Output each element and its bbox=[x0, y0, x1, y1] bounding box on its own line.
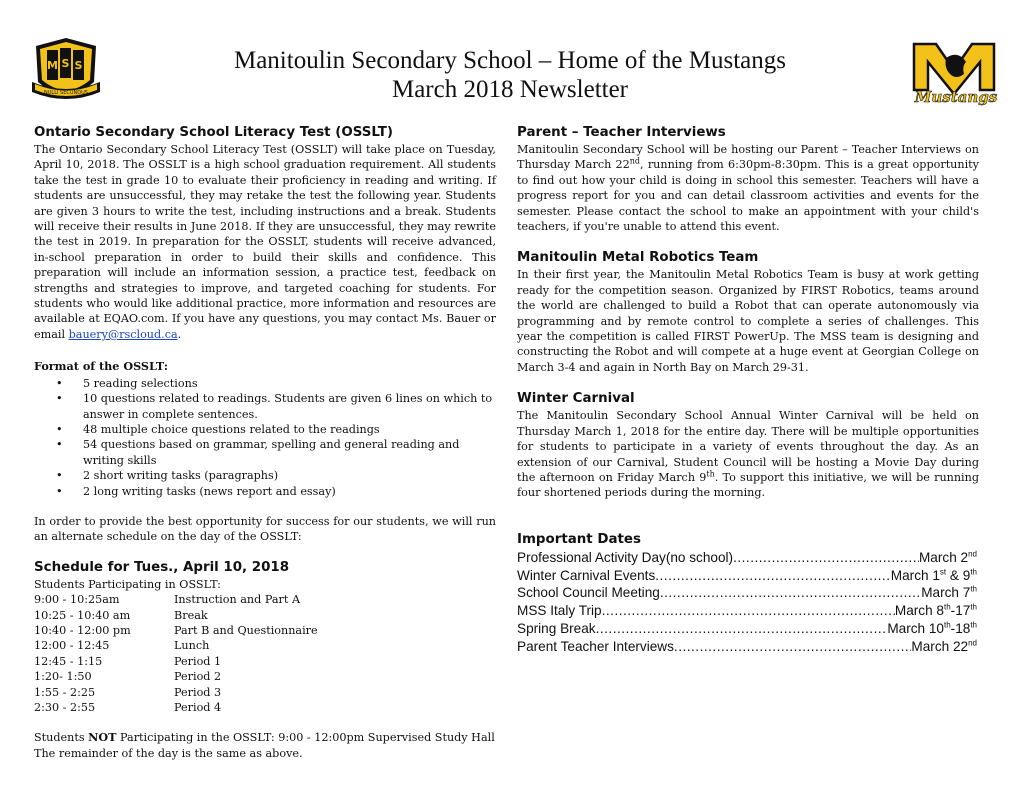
interviews-heading: Parent – Teacher Interviews bbox=[517, 125, 726, 140]
date-row bbox=[517, 638, 977, 656]
alternate-schedule-text: In order to provide the best opportunity for success for our students, we will run an alternate schedule on the day of the OSSLT: bbox=[34, 514, 496, 544]
date-label: Spring Break bbox=[517, 620, 596, 636]
osslt-heading: Ontario Secondary School Literacy Test (OSSLT) bbox=[34, 125, 393, 140]
schedule-activity: Period 1 bbox=[174, 654, 222, 668]
format-item: • 48 multiple choice questions related to the readings bbox=[70, 422, 496, 437]
date-value: March 22nd bbox=[911, 638, 977, 654]
svg-text:Mustangs: Mustangs bbox=[914, 88, 998, 106]
school-crest-logo bbox=[30, 36, 102, 106]
schedule-activity: Period 4 bbox=[174, 701, 222, 714]
schedule-heading: Schedule for Tues., April 10, 2018 bbox=[34, 559, 290, 575]
format-item: • 10 questions related to readings. Students are given 6 lines on which to answer in complete sentences. bbox=[70, 391, 496, 422]
date-row bbox=[517, 567, 977, 585]
date-row bbox=[517, 602, 977, 620]
svg-text:M: M bbox=[47, 59, 58, 72]
schedule-table bbox=[34, 592, 496, 715]
carnival-sup: th bbox=[706, 469, 715, 479]
note-prefix: Students bbox=[34, 731, 89, 745]
osslt-text: The Ontario Secondary School Literacy Test (OSSLT) will take place on Tuesday, April 10, 2018. The OSSLT is a high school graduation requirement. All students take the test in grade 10 to evaluate their proficiency in reading and writing. If students are unsuccessful, they may retake the test the following year. Students are given 3 hours to write the test, including instructions and a break. Students will receive their results in June 2018. If they are unsuccessful, they may rewrite the test in 2019. In preparation for the OSSLT, students will receive advanced, in-school preparation in order to build their skills and confidence. This preparation will include an information session, a practice test, feedback on strengths and strategies to improve, and targeted coaching for students. For students who would like additional practice, more information and resources are available at EQAO.com. If you have any questions, you may contact Ms. Bauer or email bbox=[34, 143, 496, 341]
date-row bbox=[517, 584, 977, 602]
schedule-activity: Part B and Questionnaire bbox=[174, 623, 318, 637]
schedule-time: 1:20- 1:50 bbox=[34, 670, 92, 684]
date-value: March 10th-18th bbox=[887, 620, 977, 636]
remainder-note: The remainder of the day is the same as above. bbox=[34, 746, 303, 760]
important-dates-list bbox=[517, 549, 979, 656]
osslt-paragraph bbox=[34, 142, 496, 342]
interviews-sup: nd bbox=[629, 156, 641, 166]
svg-text:S: S bbox=[74, 59, 83, 72]
schedule-time: 2:30 - 2:55 bbox=[34, 701, 96, 714]
right-column bbox=[517, 124, 979, 656]
schedule-activity: Break bbox=[174, 608, 208, 622]
format-item: • 2 long writing tasks (news report and essay) bbox=[70, 484, 496, 499]
format-item: • 2 short writing tasks (paragraphs) bbox=[70, 468, 496, 483]
schedule-activity: Period 2 bbox=[174, 670, 222, 684]
schedule-activity: Lunch bbox=[174, 639, 210, 653]
robotics-paragraph: In their first year, the Manitoulin Metal Robotics Team is busy at work getting ready for the competition season. Organized by FIRST Robotics, teams around the world are challenged to build a Robot that can operate autonomously via programming and by remote control to complete a series of challenges. This year the competition is called FIRST PowerUp. The MSS team is designing and constructing the Robot and will compete at a huge event at Georgian College on March 3-4 and again in North Bay on March 29-31. bbox=[517, 268, 979, 374]
carnival-heading: Winter Carnival bbox=[517, 391, 635, 407]
date-value: March 2nd bbox=[918, 549, 977, 565]
important-dates-heading: Important Dates bbox=[517, 531, 641, 547]
date-value: March 7th bbox=[921, 584, 977, 601]
format-list bbox=[34, 376, 496, 499]
schedule-time: 12:00 - 12:45 bbox=[34, 639, 110, 653]
interviews-text: Manitoulin Secondary School will be hosting our Parent – Teacher Interviews on Thursday March 22 bbox=[517, 143, 979, 172]
note-suffix: Participating in the OSSLT: 9:00 - 12:00pm Supervised Study Hall bbox=[116, 731, 495, 745]
svg-text:NULLI SECUNDUS: NULLI SECUNDUS bbox=[44, 90, 88, 96]
schedule-time: 1:55 - 2:25 bbox=[34, 685, 96, 699]
carnival-paragraph bbox=[517, 408, 979, 500]
format-item: • 54 questions based on grammar, spelling and general reading and writing skills bbox=[70, 437, 496, 468]
format-item: • 5 reading selections bbox=[70, 376, 496, 391]
date-label: Professional Activity Day(no school) bbox=[517, 549, 734, 565]
email-link[interactable]: bauery@rscloud.ca bbox=[68, 327, 178, 341]
svg-text:S: S bbox=[61, 57, 70, 70]
non-participant-note bbox=[34, 730, 496, 745]
date-label: MSS Italy Trip bbox=[517, 603, 602, 619]
note-bold: NOT bbox=[88, 730, 117, 745]
schedule-activity: Instruction and Part A bbox=[174, 593, 301, 607]
format-heading: Format of the OSSLT: bbox=[34, 359, 168, 374]
title-line-1: Manitoulin Secondary School – Home of the Mustangs bbox=[233, 47, 786, 74]
date-value: March 8th-17th bbox=[894, 602, 977, 619]
schedule-time: 9:00 - 10:25am bbox=[34, 593, 120, 607]
mustangs-logo bbox=[906, 40, 1002, 106]
date-row bbox=[517, 549, 977, 567]
interviews-paragraph bbox=[517, 142, 979, 234]
schedule-intro: Students Participating in OSSLT: bbox=[34, 577, 221, 591]
date-label: School Council Meeting bbox=[517, 585, 660, 601]
interviews-text-2: , running from 6:30pm-8:30pm. This is a great opportunity to find out how your child is doing in school this semester. Teachers will have a progress report for you and can detail classroom activities and events for the semester. Please contact the school to make an appointment with your child's teachers, if you're unable to attend this event. bbox=[517, 158, 979, 234]
date-value: March 1st & 9th bbox=[890, 566, 977, 583]
left-column bbox=[34, 124, 496, 761]
schedule-activity: Period 3 bbox=[174, 685, 222, 699]
newsletter-title bbox=[150, 46, 870, 104]
carnival-text: The Manitoulin Secondary School Annual Winter Carnival will be held on Thursday March 1, 2018 for the entire day. There will be multiple opportunities for students to participate in a variety of events throughout the day. As an extension of our Carnival, Student Council will be hosting a Movie Day during the afternoon on Friday March 9 bbox=[517, 409, 979, 484]
schedule-time: 10:25 - 10:40 am bbox=[34, 608, 131, 622]
schedule-time: 10:40 - 12:00 pm bbox=[34, 623, 131, 637]
schedule-time: 12:45 - 1:15 bbox=[34, 654, 103, 668]
carnival-text-2: . To support this initiative, we will be running four shortened periods during the morning. bbox=[517, 470, 980, 500]
date-label: Winter Carnival Events bbox=[517, 567, 656, 583]
title-line-2: March 2018 Newsletter bbox=[391, 76, 629, 103]
robotics-heading: Manitoulin Metal Robotics Team bbox=[517, 250, 759, 266]
email-suffix: . bbox=[177, 327, 182, 341]
date-label: Parent Teacher Interviews bbox=[517, 638, 674, 654]
date-row bbox=[517, 620, 977, 638]
